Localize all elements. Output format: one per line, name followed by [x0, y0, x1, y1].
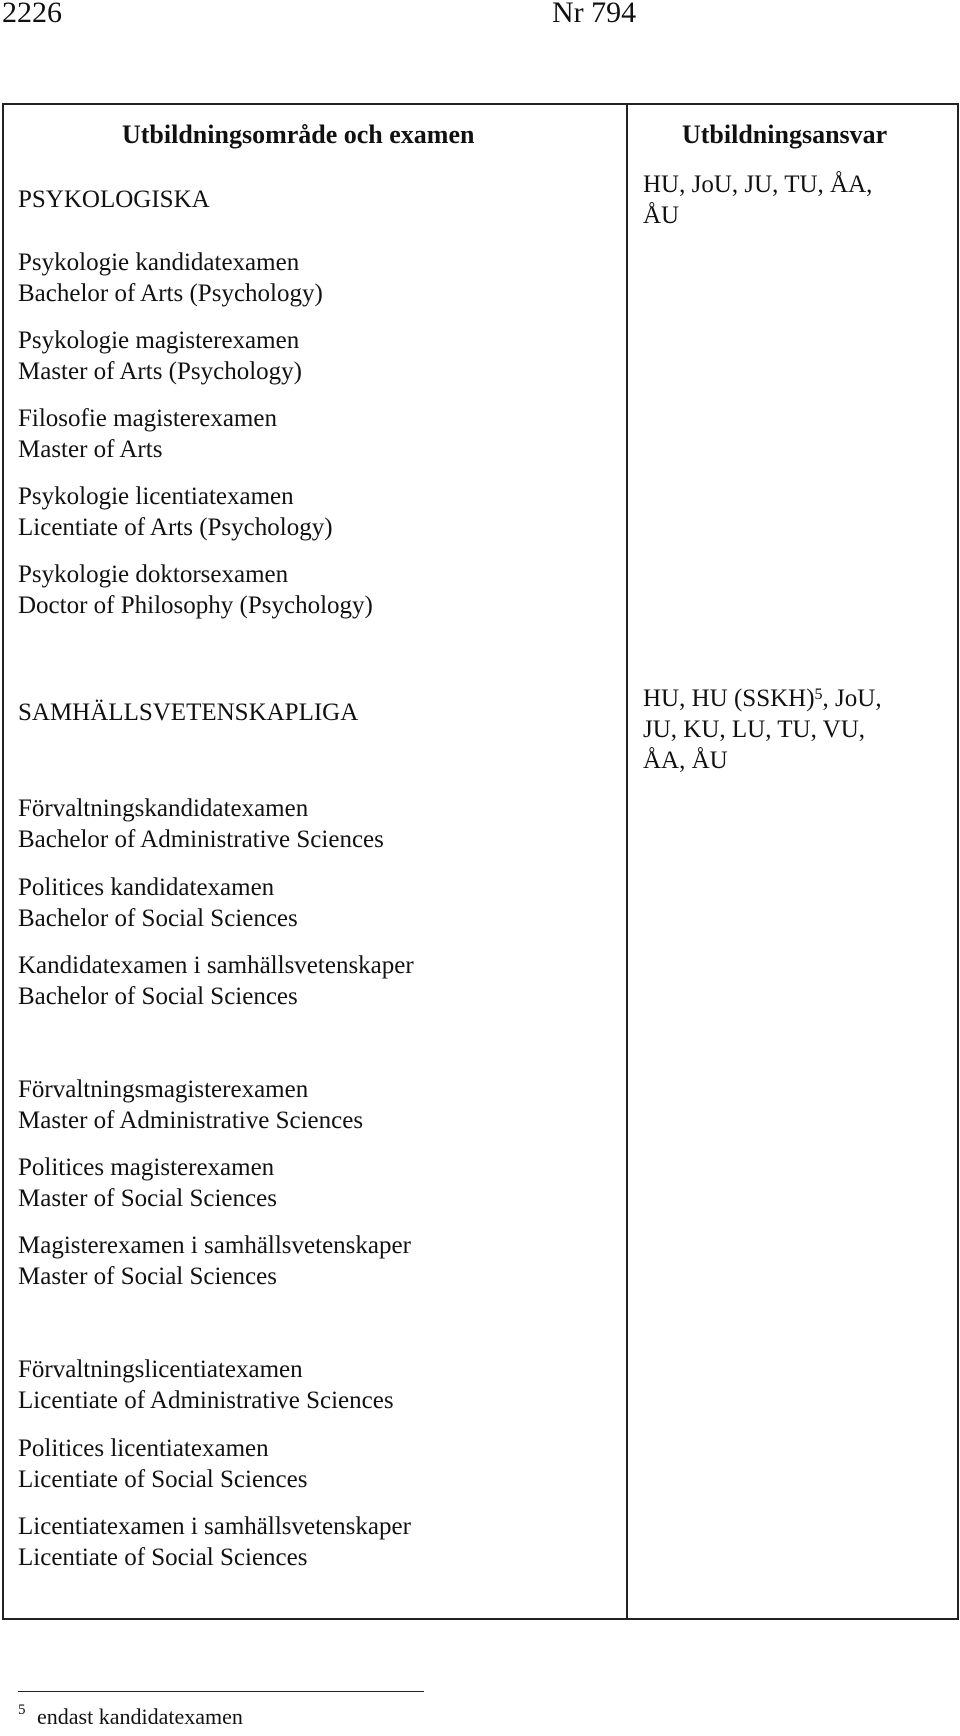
degree-name-sv: Politices magisterexamen	[18, 1154, 275, 1181]
degree-name-sv: Filosofie magisterexamen	[18, 405, 277, 432]
degree-name-en: Master of Social Sciences	[18, 1263, 277, 1290]
footnote-number: 5	[18, 1702, 26, 1718]
degree-entry	[18, 1511, 411, 1573]
degree-entry	[18, 481, 333, 543]
degree-entry	[18, 1433, 307, 1495]
degree-entry	[18, 325, 302, 387]
degree-name-en: Bachelor of Social Sciences	[18, 905, 298, 932]
degree-name-sv: Förvaltningskandidatexamen	[18, 795, 309, 822]
degree-entry	[18, 950, 414, 1012]
footnote	[18, 1704, 243, 1730]
degree-name-sv: Psykologie doktorsexamen	[18, 561, 289, 588]
degree-name-en: Master of Social Sciences	[18, 1185, 277, 1212]
degree-name-en: Doctor of Philosophy (Psychology)	[18, 592, 373, 619]
page-number: 2226	[2, 0, 62, 29]
degree-name-en: Licentiate of Social Sciences	[18, 1466, 308, 1493]
degree-name-sv: Licentiatexamen i samhällsvetenskaper	[18, 1513, 411, 1540]
degree-name-en: Bachelor of Social Sciences	[18, 983, 298, 1010]
degree-name-en: Licentiate of Arts (Psychology)	[18, 514, 333, 541]
degree-entry	[18, 872, 298, 934]
degree-entry	[18, 247, 323, 309]
column-header-area: Utbildningsområde och examen	[122, 120, 475, 149]
degree-name-sv: Politices licentiatexamen	[18, 1435, 269, 1462]
footnote-ref: 5	[814, 686, 823, 703]
footnote-text: endast kandidatexamen	[37, 1704, 243, 1729]
responsibility-text: HU, JoU, JU, TU, ÅA, ÅU	[643, 171, 873, 229]
degree-name-en: Master of Arts	[18, 436, 163, 463]
degree-name-en: Licentiate of Social Sciences	[18, 1544, 308, 1571]
degree-entry	[18, 1152, 277, 1214]
degree-name-en: Master of Administrative Sciences	[18, 1107, 364, 1134]
degree-name-sv: Psykologie magisterexamen	[18, 327, 300, 354]
degree-name-sv: Kandidatexamen i samhällsvetenskaper	[18, 952, 414, 979]
degree-entry	[18, 403, 277, 465]
degree-name-sv: Magisterexamen i samhällsvetenskaper	[18, 1232, 411, 1259]
degree-entry	[18, 1354, 394, 1416]
responsibility-text: HU, HU (SSKH)$^5$, JoU, JU, KU, LU, TU, VU, ÅA, ÅU	[643, 685, 882, 774]
degree-name-sv: Förvaltningsmagisterexamen	[18, 1076, 309, 1103]
degree-name-en: Bachelor of Arts (Psychology)	[18, 280, 323, 307]
degree-entry	[18, 1074, 363, 1136]
degree-entry	[18, 1230, 411, 1292]
degree-name-sv: Förvaltningslicentiatexamen	[18, 1356, 303, 1383]
degree-name-sv: Psykologie licentiatexamen	[18, 483, 294, 510]
column-header-responsibility: Utbildningsansvar	[682, 120, 888, 149]
footnote-rule	[18, 1691, 424, 1692]
section-title: PSYKOLOGISKA	[18, 186, 210, 213]
degree-name-en: Bachelor of Administrative Sciences	[18, 826, 384, 853]
degree-name-sv: Politices kandidatexamen	[18, 874, 275, 901]
section-title: SAMHÄLLSVETENSKAPLIGA	[18, 699, 359, 726]
issue-number: Nr 794	[552, 0, 637, 29]
degree-name-en: Master of Arts (Psychology)	[18, 358, 302, 385]
degree-entry	[18, 559, 373, 621]
degree-name-sv: Psykologie kandidatexamen	[18, 249, 300, 276]
degree-name-en: Licentiate of Administrative Sciences	[18, 1387, 394, 1414]
degree-entry	[18, 793, 384, 855]
